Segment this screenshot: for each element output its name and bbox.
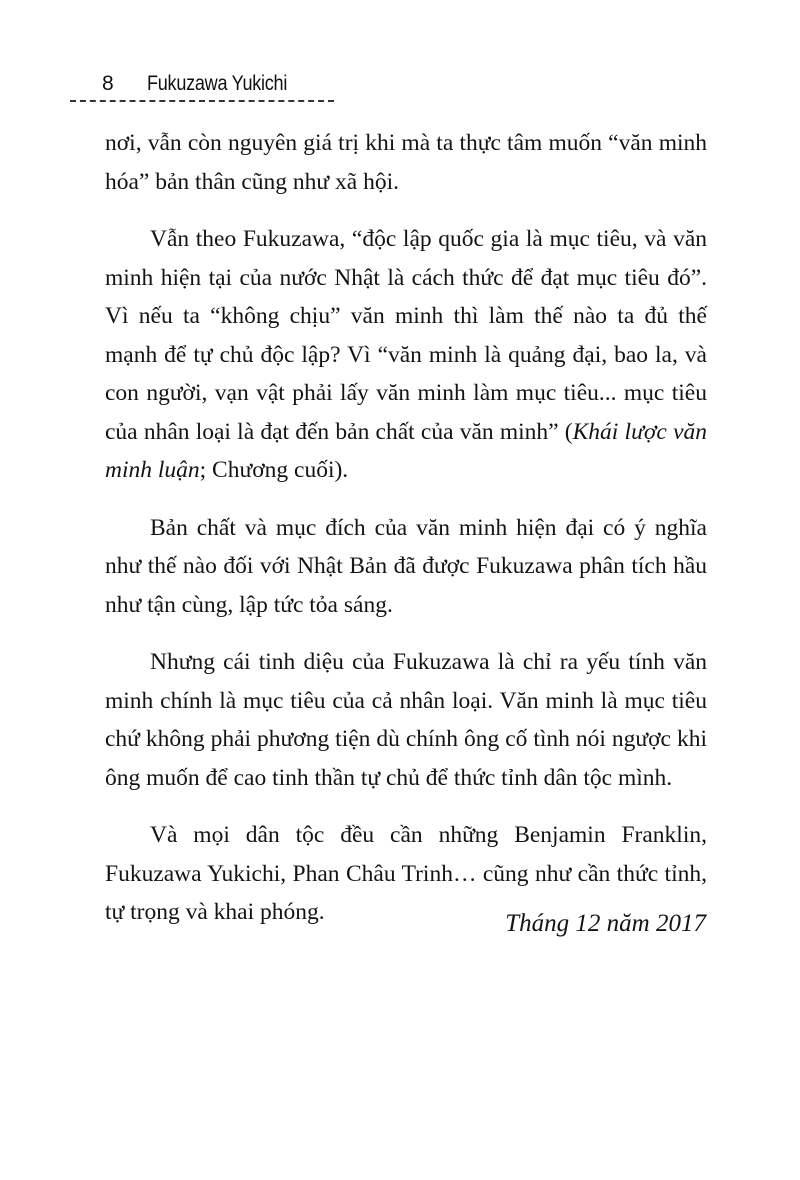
paragraph-conclusion: Và mọi dân tộc đều cần những Benjamin Franklin, Fukuzawa Yukichi, Phan Châu Trinh… cũng như cần thức tỉnh, tự trọng và khai phóng. (105, 822, 707, 925)
paragraph-essence: Bản chất và mục đích của văn minh hiện đại có ý nghĩa như thế nào đối với Nhật Bản đã được Fukuzawa phân tích hầu như tận cùng, lập tức tỏa sáng. (105, 514, 707, 618)
running-head-author: Fukuzawa Yukichi (147, 72, 288, 95)
paragraph-continuation: nơi, vẫn còn nguyên giá trị khi mà ta thực tâm muốn “văn minh hóa” bản thân cũng như xã hội. (105, 130, 707, 195)
signature-date: Tháng 12 năm 2017 (505, 910, 706, 937)
paragraph-subtlety: Nhưng cái tinh diệu của Fukuzawa là chỉ ra yếu tính văn minh chính là mục tiêu của cả nhân loại. Văn minh là mục tiêu chứ không phải phương tiện dù chính ông cố tình nói ngược khi ông muốn để cao tinh thần tự chủ để thức tỉnh dân tộc mình. (105, 649, 707, 791)
page-number: 8 (102, 72, 114, 95)
dashed-rule (70, 100, 334, 102)
book-title-citation: Khái lược văn minh luận (105, 418, 707, 483)
running-header (70, 68, 334, 108)
paragraph-independence: Vẫn theo Fukuzawa, “độc lập quốc gia là mục tiêu, và văn minh hiện tại của nước Nhật là cách thức để đạt mục tiêu đó”. Vì nếu ta “không chịu” văn minh thì làm thế nào ta đủ thế mạnh để tự chủ độc lập? Vì “văn minh là quảng đại, bao la, và con người, vạn vật phải lấy văn minh làm mục tiêu... mục tiêu của nhân loại là đạt đến bản chất của văn minh” (Khái lược văn minh luận; Chương cuối). (105, 226, 707, 483)
body-text (105, 124, 707, 951)
